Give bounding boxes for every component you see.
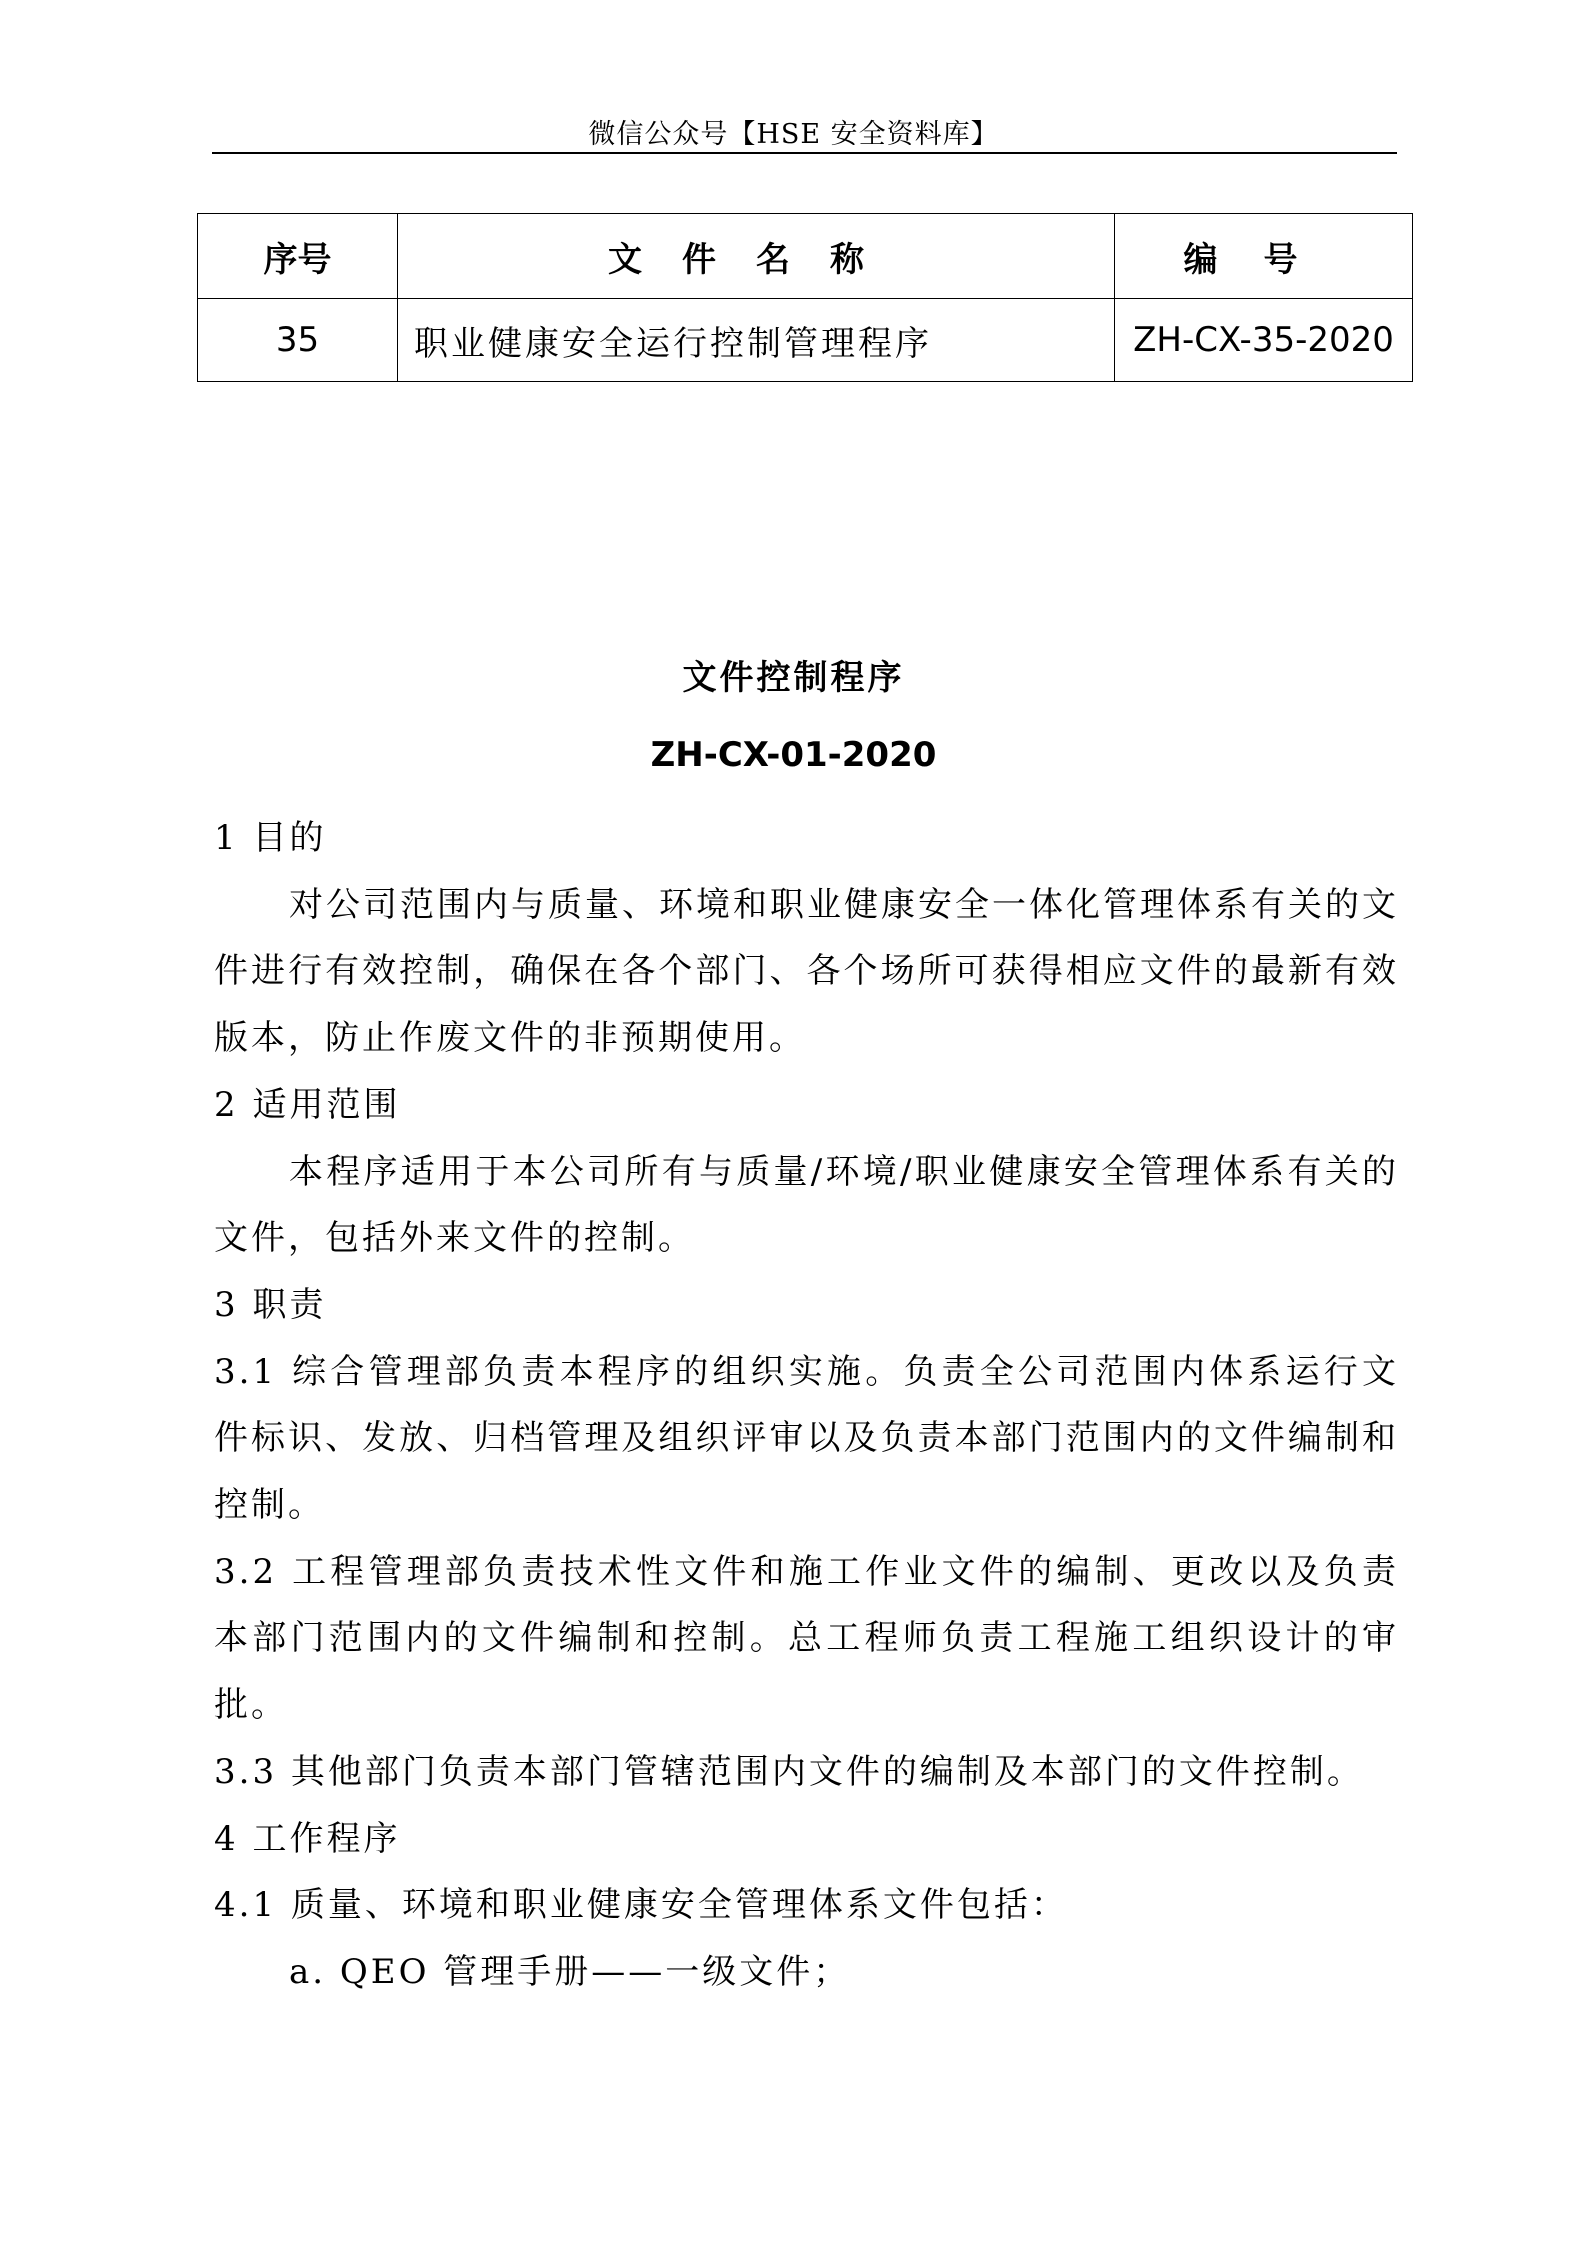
paragraph: 对公司范围内与质量、环境和职业健康安全一体化管理体系有关的文件进行有效控制，确保在各个部门、各个场所可获得相应文件的最新有效版本，防止作废文件的非预期使用。 [214,884,1399,1059]
paragraph: 3.1 综合管理部负责本程序的组织实施。负责全公司范围内体系运行文件标识、发放、归档管理及组织评审以及负责本部门范围内的文件编制和控制。 [214,1351,1399,1526]
paragraph: 3.2 工程管理部负责技术性文件和施工作业文件的编制、更改以及负责本部门范围内的文件编制和控制。总工程师负责工程施工组织设计的审批。 [214,1551,1399,1726]
paragraph: 本程序适用于本公司所有与质量/环境/职业健康安全管理体系有关的文件，包括外来文件的控制。 [214,1151,1399,1259]
file-table [197,213,1413,382]
document-title: 文件控制程序 [682,658,905,698]
paragraph: 4.1 质量、环境和职业健康安全管理体系文件包括： [214,1885,1068,1926]
document-body [214,805,1399,2006]
row-seq: 35 [198,299,398,382]
paragraph: 3.3 其他部门负责本部门管辖范围内文件的编制及本部门的文件控制。 [214,1751,1364,1792]
header-seq: 序号 [198,214,398,299]
section-heading: 3 职责 [214,1284,327,1325]
section-heading: 1 目的 [214,818,327,858]
list-item: a. QEO 管理手册——一级文件； [289,1951,851,1992]
header-rule [212,152,1397,154]
section-heading: 4 工作程序 [214,1818,401,1859]
section-heading: 2 适用范围 [214,1084,401,1125]
page-header: 微信公众号【HSE 安全资料库】 [588,119,999,150]
table-header-row [198,214,1413,299]
header-file-name: 文件名称 [398,214,1115,299]
row-code: ZH-CX-35-2020 [1115,299,1413,382]
row-file-name: 职业健康安全运行控制管理程序 [398,299,1115,382]
header-code: 编号 [1115,214,1413,299]
table-row [198,299,1413,382]
document-code: ZH-CX-01-2020 [650,735,937,775]
